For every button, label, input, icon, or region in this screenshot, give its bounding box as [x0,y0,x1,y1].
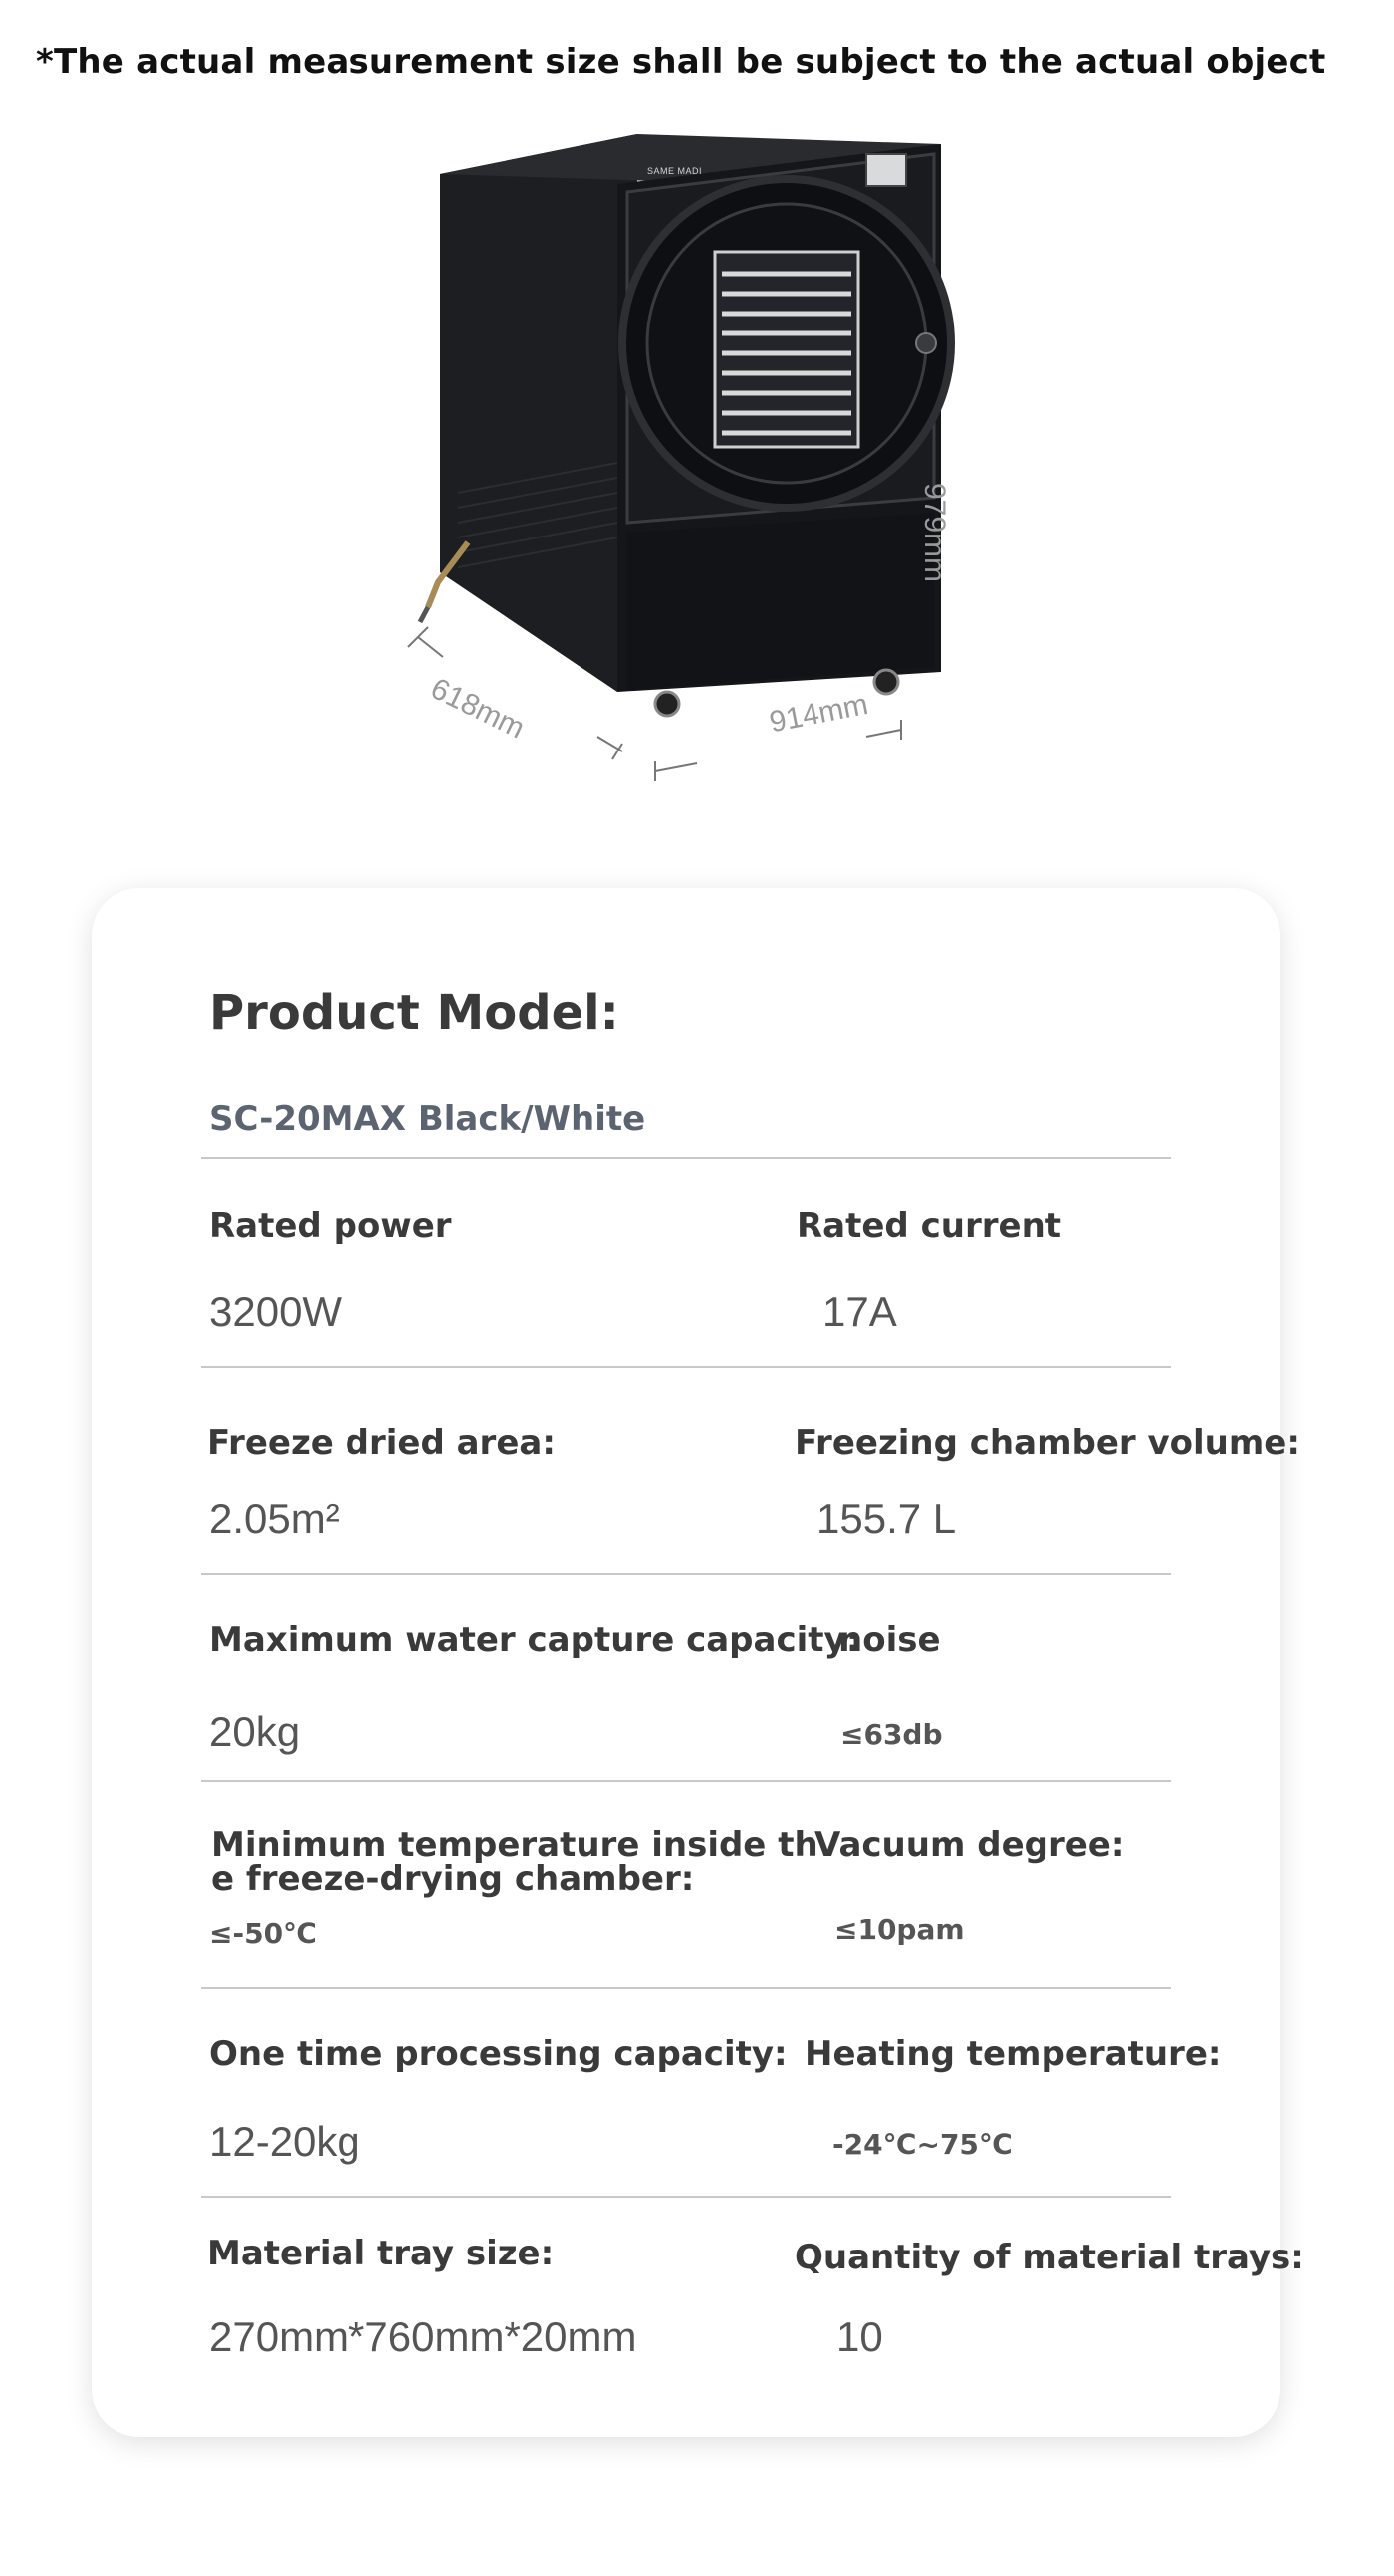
processing-capacity-value: 12-20kg [209,2118,360,2165]
height-dimension-label: 979mm [918,483,951,583]
chamber-volume-label: Freezing chamber volume: [795,1423,1300,1463]
tray-size-label: Material tray size: [207,2234,555,2273]
product-model-value: SC-20MAX Black/White [209,1099,646,1139]
noise-value: ≤63db [840,1718,943,1751]
freeze-dryer-image [398,114,976,791]
min-temperature-value: ≤-50℃ [209,1917,317,1950]
width-dimension-label: 914mm [767,687,871,740]
divider [201,1157,1171,1159]
chamber-volume-value: 155.7 L [816,1495,957,1542]
divider [201,2196,1171,2198]
heating-temperature-label: Heating temperature: [805,2035,1222,2074]
processing-capacity-label: One time processing capacity: [209,2035,788,2074]
rated-power-value: 3200W [209,1288,343,1335]
vacuum-degree-label: Vacuum degree: [814,1825,1125,1865]
water-capture-label: Maximum water capture capacity: [209,1620,860,1660]
min-temperature-label-line1: Minimum temperature inside th [211,1825,818,1865]
divider [201,1366,1171,1368]
heating-temperature-value: -24℃~75℃ [832,2128,1013,2161]
tray-quantity-label: Quantity of material trays: [795,2238,1304,2277]
min-temperature-label-line2: e freeze-drying chamber: [211,1859,695,1899]
freeze-dried-area-value: 2.05m² [209,1495,340,1542]
product-model-title: Product Model: [209,985,619,1041]
rated-current-label: Rated current [797,1206,1062,1246]
spec-card [92,888,1304,2437]
depth-dimension-label: 618mm [425,672,530,746]
divider [201,1573,1171,1575]
brand-logo-text: SAME MADI [647,166,703,176]
divider [201,1780,1171,1782]
noise-label: noise [838,1620,941,1660]
water-capture-value: 20kg [209,1708,301,1755]
tray-size-value: 270mm*760mm*20mm [209,2313,637,2360]
rated-current-value: 17A [822,1288,897,1335]
vacuum-degree-value: ≤10pam [834,1913,965,1946]
tray-quantity-value: 10 [836,2313,883,2360]
freeze-dried-area-label: Freeze dried area: [207,1423,556,1463]
divider [201,1987,1171,1989]
rated-power-label: Rated power [209,1206,452,1246]
measurement-notice: *The actual measurement size shall be subject to the actual object [36,42,1326,82]
